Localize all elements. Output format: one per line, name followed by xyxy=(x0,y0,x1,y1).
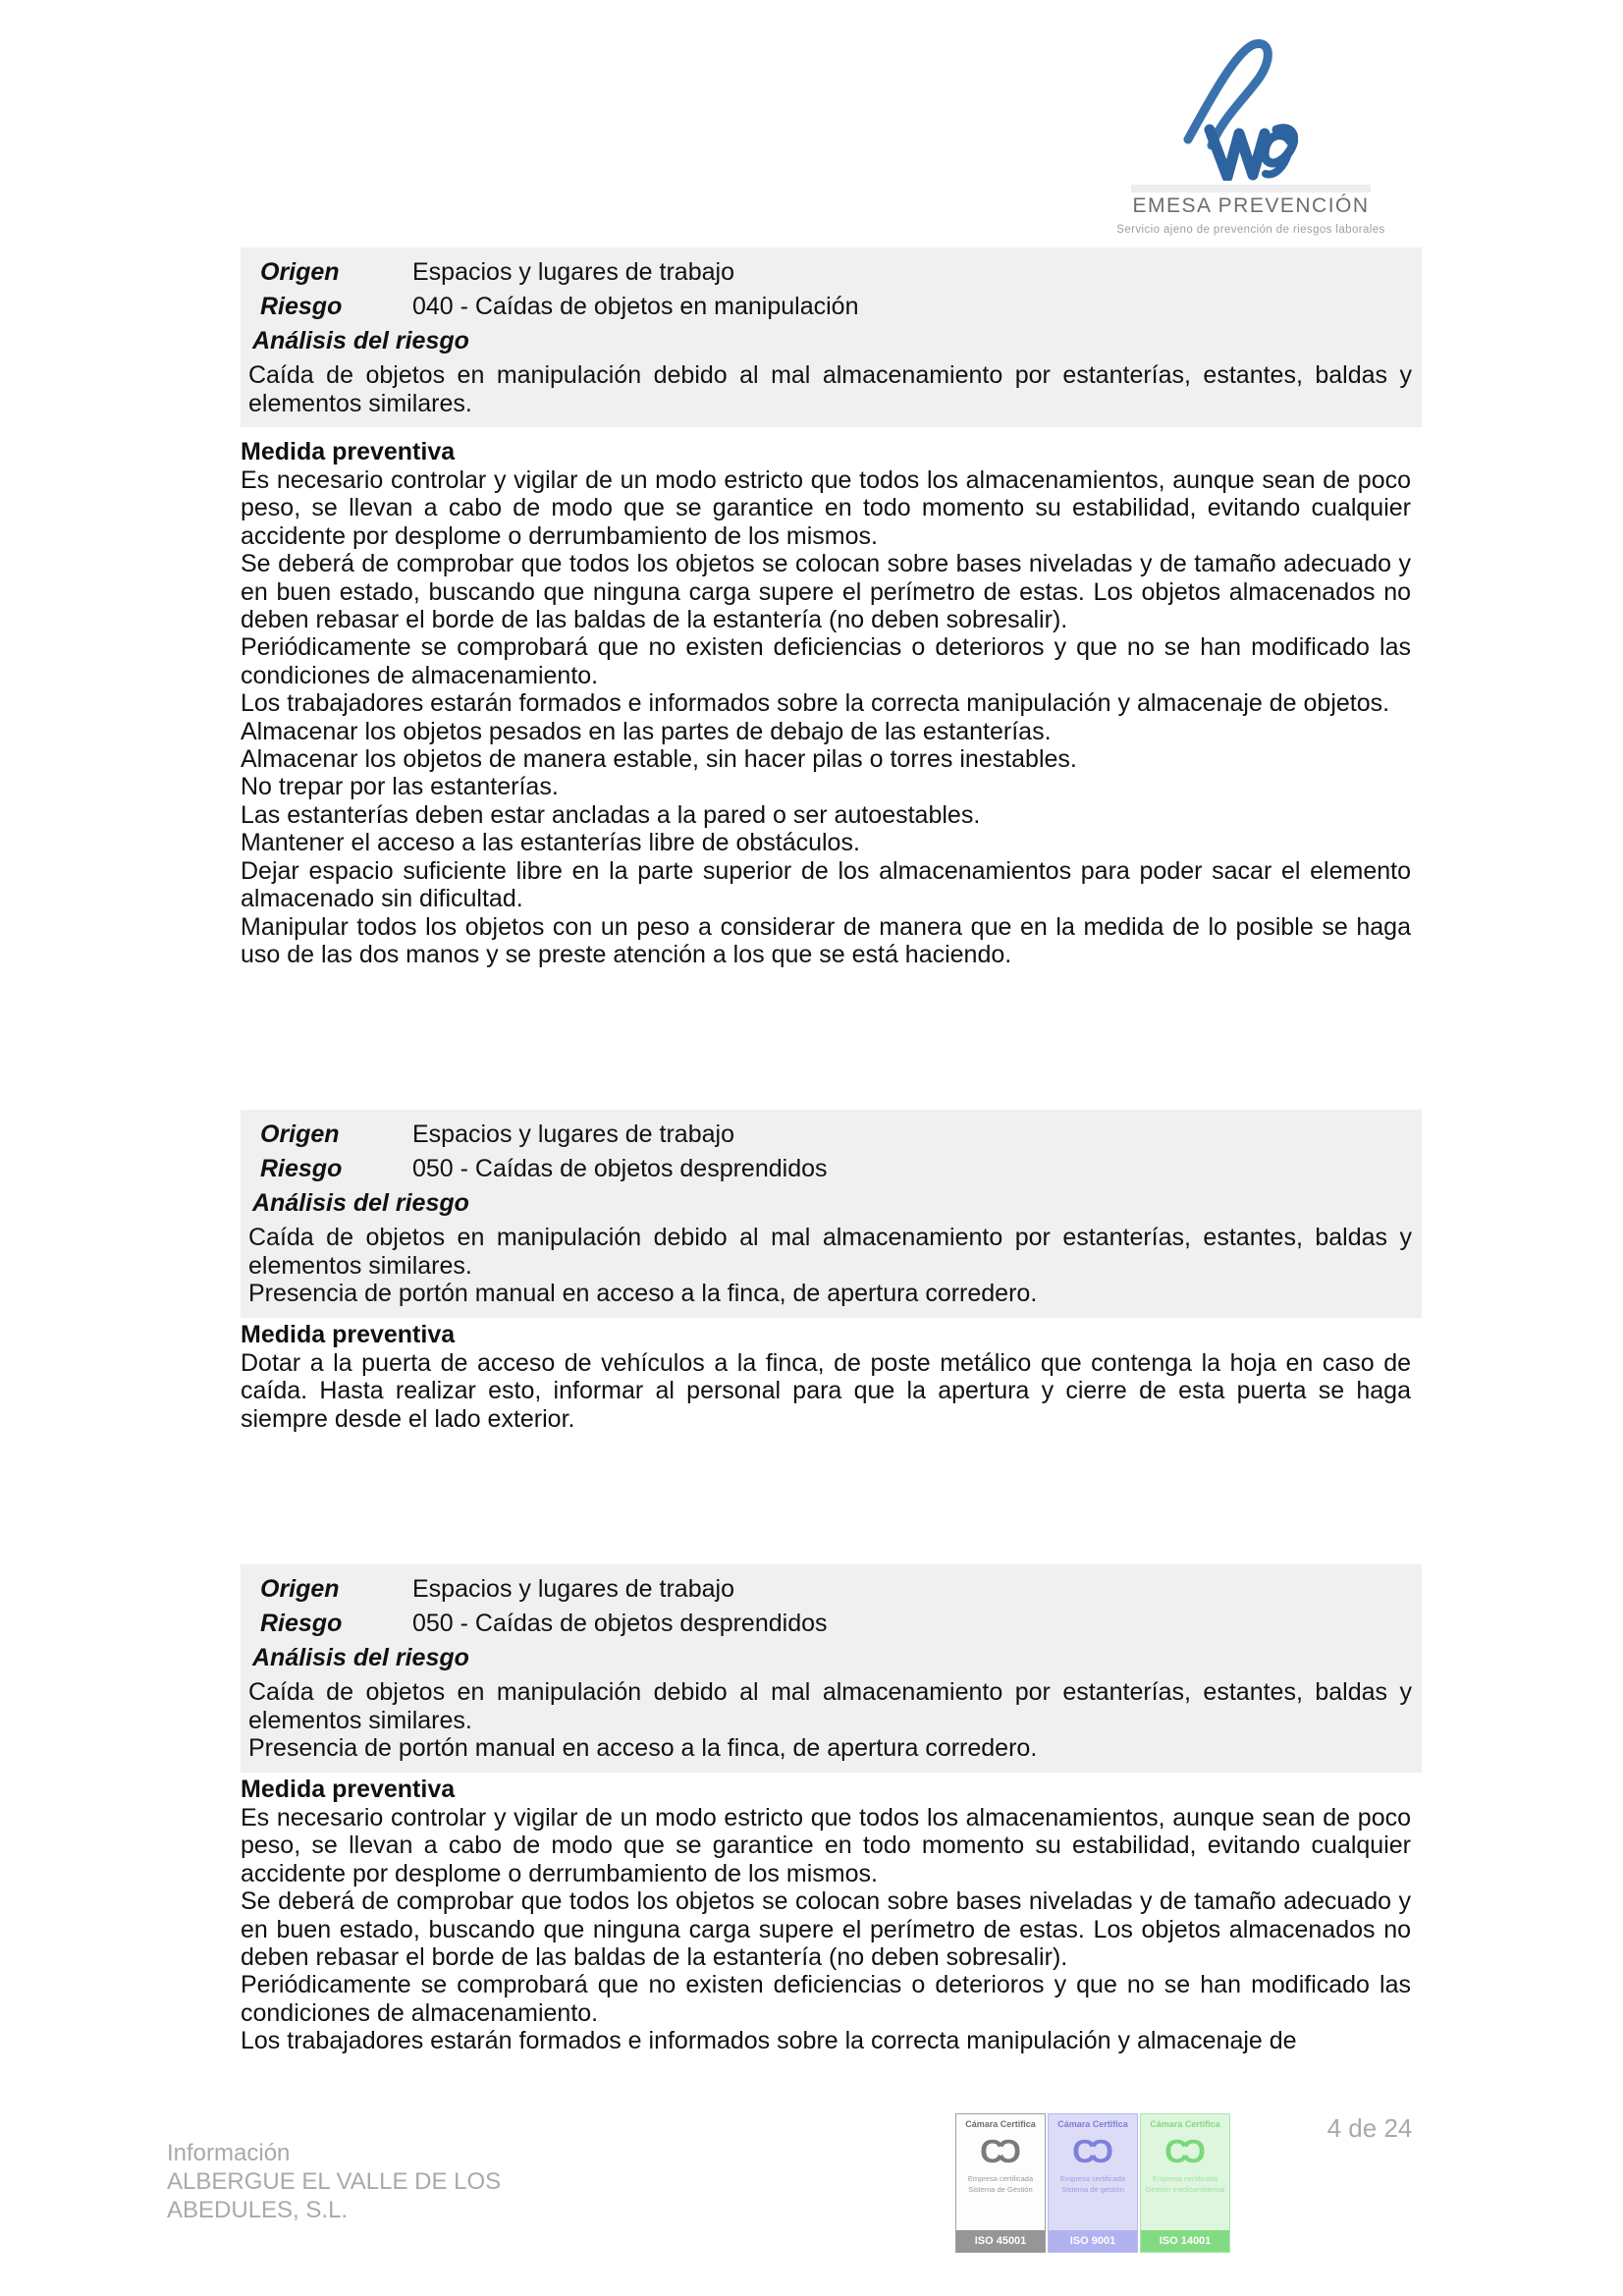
measure-paragraph: Manipular todos los objetos con un peso a considerar de manera que en la medida de lo posible se haga uso de las dos manos y se preste atención a los que se está haciendo. xyxy=(241,912,1411,968)
badge-line1: Empresa certificada xyxy=(1152,2174,1218,2183)
footer-company-line2: ABEDULES, S.L. xyxy=(167,2197,349,2223)
riesgo-value: 040 - Caídas de objetos en manipulación xyxy=(412,293,859,320)
riesgo-label: Riesgo xyxy=(260,1155,343,1182)
origen-row xyxy=(248,1118,1412,1152)
measure-title: Medida preventiva xyxy=(241,438,456,465)
analysis-paragraph: Caída de objetos en manipulación debido al mal almacenamiento por estanterías, estantes, baldas y elementos similares. xyxy=(248,1224,1412,1280)
company-logo xyxy=(1104,35,1398,244)
risk-box-1 xyxy=(241,247,1422,427)
measure-paragraph: Los trabajadores estarán formados e informados sobre la correcta manipulación y almacenaje de xyxy=(241,2027,1297,2055)
iso-label: ISO 9001 xyxy=(1049,2230,1137,2252)
measure-paragraph: Los trabajadores estarán formados e informados sobre la correcta manipulación y almacenaje de objetos. xyxy=(241,689,1390,718)
measure-paragraph: Dejar espacio suficiente libre en la parte superior de los almacenamientos para poder sacar el elemento almacenado sin dificultad. xyxy=(241,856,1411,913)
analysis-title: Análisis del riesgo xyxy=(252,327,469,355)
measure-paragraph: Periódicamente se comprobará que no existen deficiencias o deterioros y que no se han modificado las condiciones de almacenamiento. xyxy=(241,633,1411,689)
riesgo-label: Riesgo xyxy=(260,1610,343,1637)
brand-name: EMESA PREVENCIÓN xyxy=(1132,194,1370,217)
measure-title: Medida preventiva xyxy=(241,1321,456,1348)
analysis-title: Análisis del riesgo xyxy=(252,1189,469,1217)
iso-14001-badge xyxy=(1140,2113,1230,2253)
badge-line1: Empresa certificada xyxy=(1059,2174,1126,2183)
iso-9001-badge xyxy=(1048,2113,1138,2253)
analysis-paragraph: Presencia de portón manual en acceso a la finca, de apertura corredero. xyxy=(248,1734,1038,1762)
badge-line1: Empresa certificada xyxy=(967,2174,1034,2183)
risk-box-2 xyxy=(241,1110,1422,1318)
origen-label: Origen xyxy=(260,1121,340,1148)
measure-paragraph: Es necesario controlar y vigilar de un modo estricto que todos los almacenamientos, aunque sean de poco peso, se llevan a cabo de modo que se garantice en todo momento su estabilidad, evitando cualquier accidente por desplome o derrumbamiento de los mismos. xyxy=(241,466,1411,550)
iso-45001-badge xyxy=(955,2113,1046,2253)
measure-paragraph: Periódicamente se comprobará que no existen deficiencias o deterioros y que no se han modificado las condiciones de almacenamiento. xyxy=(241,1971,1411,2027)
origen-row xyxy=(248,1572,1412,1607)
footer-company-info xyxy=(167,2139,599,2224)
brand-tagline: Servicio ajeno de prevención de riesgos laborales xyxy=(1116,224,1385,236)
measure-paragraph: Las estanterías deben estar ancladas a la pared o ser autoestables. xyxy=(241,800,981,829)
page-number: 4 de 24 xyxy=(1326,2113,1413,2143)
risk-box-3 xyxy=(241,1564,1422,1773)
camara-certifica-icon: CC xyxy=(1164,2133,1206,2169)
origen-value: Espacios y lugares de trabajo xyxy=(412,1121,734,1148)
riesgo-value: 050 - Caídas de objetos desprendidos xyxy=(412,1610,828,1637)
iso-label: ISO 45001 xyxy=(956,2230,1045,2252)
measure-paragraph: Dotar a la puerta de acceso de vehículos a la finca, de poste metálico que contenga la hoja en caso de caída. Hasta realizar esto, informar al personal para que la apertura y cierre de esta puerta se haga siempre desde el lado exterior. xyxy=(241,1349,1411,1433)
analysis-text xyxy=(248,1678,1412,1763)
badge-header: Cámara Certifica xyxy=(965,2119,1036,2129)
emesa-monogram-icon xyxy=(1182,35,1298,181)
badge-line2: Gestión medioambiental xyxy=(1145,2185,1225,2194)
badge-header: Cámara Certifica xyxy=(1057,2119,1128,2129)
measure-block-2 xyxy=(241,1321,1411,1433)
logo-divider xyxy=(1131,185,1371,192)
measure-paragraph: Almacenar los objetos de manera estable, sin hacer pilas o torres inestables. xyxy=(241,745,1077,774)
riesgo-value: 050 - Caídas de objetos desprendidos xyxy=(412,1155,828,1182)
analysis-title: Análisis del riesgo xyxy=(252,1644,469,1671)
analysis-paragraph: Caída de objetos en manipulación debido al mal almacenamiento por estanterías, estantes, baldas y elementos similares. xyxy=(248,1678,1412,1734)
riesgo-row xyxy=(248,1152,1412,1186)
measure-paragraph: Mantener el acceso a las estanterías libre de obstáculos. xyxy=(241,829,860,857)
origen-value: Espacios y lugares de trabajo xyxy=(412,258,734,286)
origen-label: Origen xyxy=(260,1575,340,1603)
footer-info-label: Información xyxy=(167,2140,291,2166)
analysis-paragraph: Presencia de portón manual en acceso a la finca, de apertura corredero. xyxy=(248,1280,1038,1307)
origen-label: Origen xyxy=(260,258,340,286)
riesgo-row xyxy=(248,1607,1412,1641)
analysis-text xyxy=(248,1224,1412,1308)
measure-paragraph: Almacenar los objetos pesados en las partes de debajo de las estanterías. xyxy=(241,717,1052,745)
measure-paragraph: Se deberá de comprobar que todos los objetos se colocan sobre bases niveladas y de tamaño adecuado y en buen estado, buscando que ninguna carga supere el perímetro de estas. Los objetos almacenados no deben rebasar el borde de las baldas de la estantería (no deben sobresalir). xyxy=(241,550,1411,634)
measure-paragraph: No trepar por las estanterías. xyxy=(241,773,559,801)
analysis-text xyxy=(248,361,1412,417)
origen-value: Espacios y lugares de trabajo xyxy=(412,1575,734,1603)
footer-company-line1: ALBERGUE EL VALLE DE LOS xyxy=(167,2168,502,2195)
measure-paragraph: Se deberá de comprobar que todos los objetos se colocan sobre bases niveladas y de tamaño adecuado y en buen estado, buscando que ninguna carga supere el perímetro de estas. Los objetos almacenados no deben rebasar el borde de las baldas de la estantería (no deben sobresalir). xyxy=(241,1887,1411,1972)
origen-row xyxy=(248,255,1412,290)
camara-certifica-icon: CC xyxy=(980,2133,1021,2169)
badge-line2: Sistema de Gestión xyxy=(968,2185,1033,2194)
certification-badges xyxy=(955,2113,1230,2253)
measure-paragraph: Es necesario controlar y vigilar de un modo estricto que todos los almacenamientos, aunque sean de poco peso, se llevan a cabo de modo que se garantice en todo momento su estabilidad, evitando cualquier accidente por desplome o derrumbamiento de los mismos. xyxy=(241,1804,1411,1887)
measure-title: Medida preventiva xyxy=(241,1776,456,1803)
measure-block-3 xyxy=(241,1776,1411,2055)
badge-header: Cámara Certifica xyxy=(1150,2119,1220,2129)
riesgo-row xyxy=(248,290,1412,324)
badge-line2: Sistema de gestión xyxy=(1061,2185,1124,2194)
analysis-paragraph: Caída de objetos en manipulación debido al mal almacenamiento por estanterías, estantes, baldas y elementos similares. xyxy=(248,361,1412,417)
iso-label: ISO 14001 xyxy=(1141,2230,1229,2252)
riesgo-label: Riesgo xyxy=(260,293,343,320)
measure-block-1 xyxy=(241,438,1411,968)
camara-certifica-icon: CC xyxy=(1072,2133,1113,2169)
